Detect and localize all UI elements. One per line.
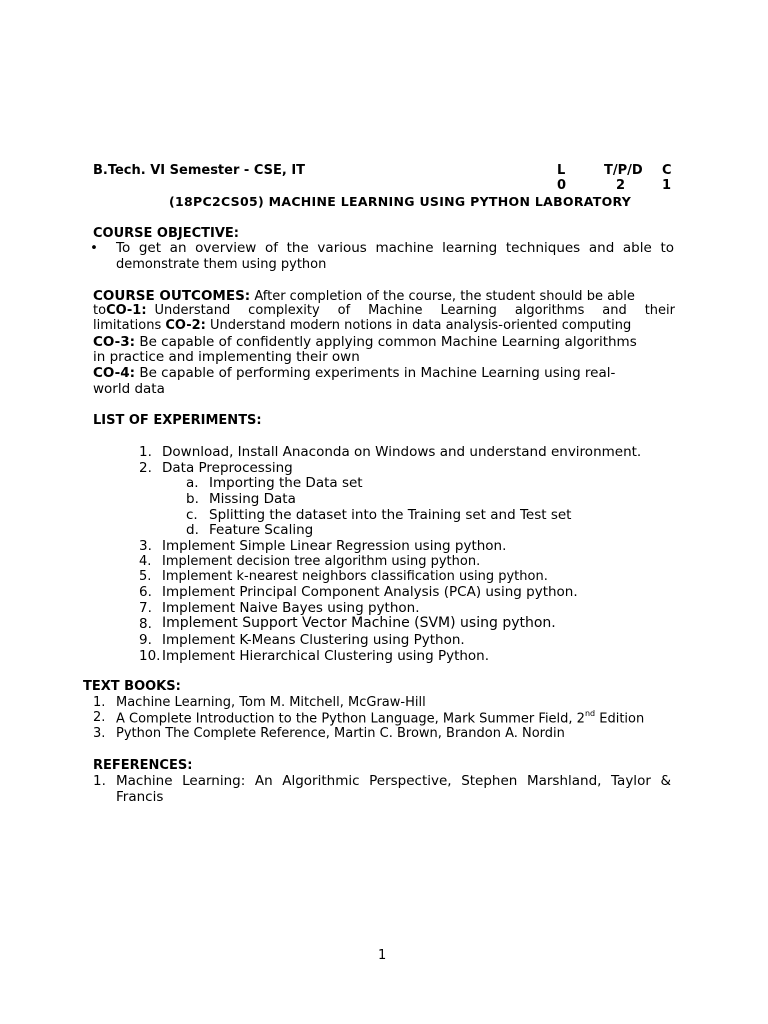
co1-line: [93, 303, 675, 318]
textbook-num-1: 1.: [93, 695, 106, 710]
co1-label: CO-1:: [106, 303, 147, 318]
co2-label: CO-2:: [165, 318, 206, 333]
ltpc-val-l: 0: [557, 178, 567, 193]
references-heading: REFERENCES:: [93, 758, 193, 773]
sub-text-c: Splitting the dataset into the Training set and Test set: [209, 507, 572, 523]
sub-letter-d: d.: [186, 522, 199, 538]
textbook-text-2-tail: Edition: [595, 711, 645, 727]
exp-num-9: 9.: [139, 632, 152, 648]
exp-text-3: Implement Simple Linear Regression using python.: [162, 538, 507, 554]
exp-text-9: Implement K-Means Clustering using Python.: [162, 632, 465, 648]
course-title: (18PC2CS05) MACHINE LEARNING USING PYTHON LABORATORY: [169, 194, 632, 209]
exp-num-1: 1.: [139, 444, 152, 460]
co4-continuation: world data: [93, 381, 165, 397]
ltpc-val-c: 1: [662, 178, 672, 193]
textbook-text-3: Python The Complete Reference, Martin C. Brown, Brandon A. Nordin: [116, 726, 565, 741]
reference-line-2: Francis: [116, 789, 164, 805]
outcomes-intro: After completion of the course, the student should be able: [250, 289, 635, 304]
objective-line-2: demonstrate them using python: [116, 257, 327, 272]
co2-text: Understand modern notions in data analysis-oriented computing: [205, 318, 632, 333]
outcomes-heading: COURSE OUTCOMES:: [93, 288, 251, 304]
sub-text-b: Missing Data: [209, 491, 296, 507]
co3-line: [93, 334, 675, 350]
textbook-text-1: Machine Learning, Tom M. Mitchell, McGraw-Hill: [116, 695, 426, 710]
reference-num-1: 1.: [93, 773, 106, 789]
co1-prefix: to: [93, 303, 107, 318]
sub-letter-a: a.: [186, 475, 199, 491]
textbook-num-2: 2.: [93, 710, 106, 725]
exp-text-10: Implement Hierarchical Clustering using Python.: [162, 648, 490, 664]
sub-text-a: Importing the Data set: [209, 475, 363, 491]
exp-text-2: Data Preprocessing: [162, 460, 293, 476]
exp-text-4: Implement decision tree algorithm using python.: [162, 554, 481, 569]
ltpc-val-tpd: 2: [616, 178, 626, 193]
co1-text: Understand complexity of Machine Learning algorithms and their: [154, 303, 675, 318]
co3-text: Be capable of confidently applying common Machine Learning algorithms: [135, 334, 637, 350]
exp-text-8: Implement Support Vector Machine (SVM) using python.: [162, 615, 556, 631]
objective-line-1: To get an overview of the various machine learning techniques and able to: [116, 240, 674, 256]
exp-num-10: 10.: [139, 648, 161, 664]
co4-label: CO-4:: [93, 365, 136, 381]
exp-text-7: Implement Naive Bayes using python.: [162, 600, 420, 616]
textbook-text-2-sup: nd: [584, 709, 596, 718]
ltpc-head-l: L: [557, 163, 566, 178]
co4-text: Be capable of performing experiments in Machine Learning using real-: [135, 365, 616, 381]
objective-heading: COURSE OBJECTIVE:: [93, 226, 239, 241]
exp-num-5: 5.: [139, 569, 152, 584]
sub-letter-b: b.: [186, 491, 199, 507]
exp-text-5: Implement k-nearest neighbors classification using python.: [162, 569, 548, 584]
exp-num-4: 4.: [139, 554, 152, 569]
ltpc-head-tpd: T/P/D: [604, 163, 643, 178]
reference-line-1: Machine Learning: An Algorithmic Perspective, Stephen Marshland, Taylor &: [116, 773, 671, 789]
exp-text-6: Implement Principal Component Analysis (PCA) using python.: [162, 584, 578, 600]
exp-text-1: Download, Install Anaconda on Windows and understand environment.: [162, 444, 642, 460]
page-number: 1: [378, 948, 387, 963]
textbook-num-3: 3.: [93, 726, 106, 741]
exp-num-3: 3.: [139, 538, 152, 554]
co3-continuation: in practice and implementing their own: [93, 349, 360, 365]
co4-line: [93, 365, 675, 381]
exp-num-8: 8.: [139, 616, 152, 632]
sub-text-d: Feature Scaling: [209, 522, 314, 538]
textbook-text-2-main: A Complete Introduction to the Python Language, Mark Summer Field, 2: [116, 711, 585, 727]
sub-letter-c: c.: [186, 507, 198, 523]
co2-line: [93, 318, 675, 333]
exp-num-6: 6.: [139, 584, 152, 600]
outcomes-intro-line: [93, 288, 675, 304]
objective-bullet: •: [90, 240, 98, 256]
exp-num-2: 2.: [139, 460, 152, 476]
co3-label: CO-3:: [93, 334, 136, 350]
ltpc-head-c: C: [662, 163, 672, 178]
experiments-heading: LIST OF EXPERIMENTS:: [93, 413, 262, 428]
co1-continuation: limitations: [93, 318, 162, 333]
textbook-text-2: [116, 710, 644, 726]
exp-num-7: 7.: [139, 600, 152, 616]
textbooks-heading: TEXT BOOKS:: [83, 679, 181, 694]
program-line: B.Tech. VI Semester - CSE, IT: [93, 163, 306, 178]
